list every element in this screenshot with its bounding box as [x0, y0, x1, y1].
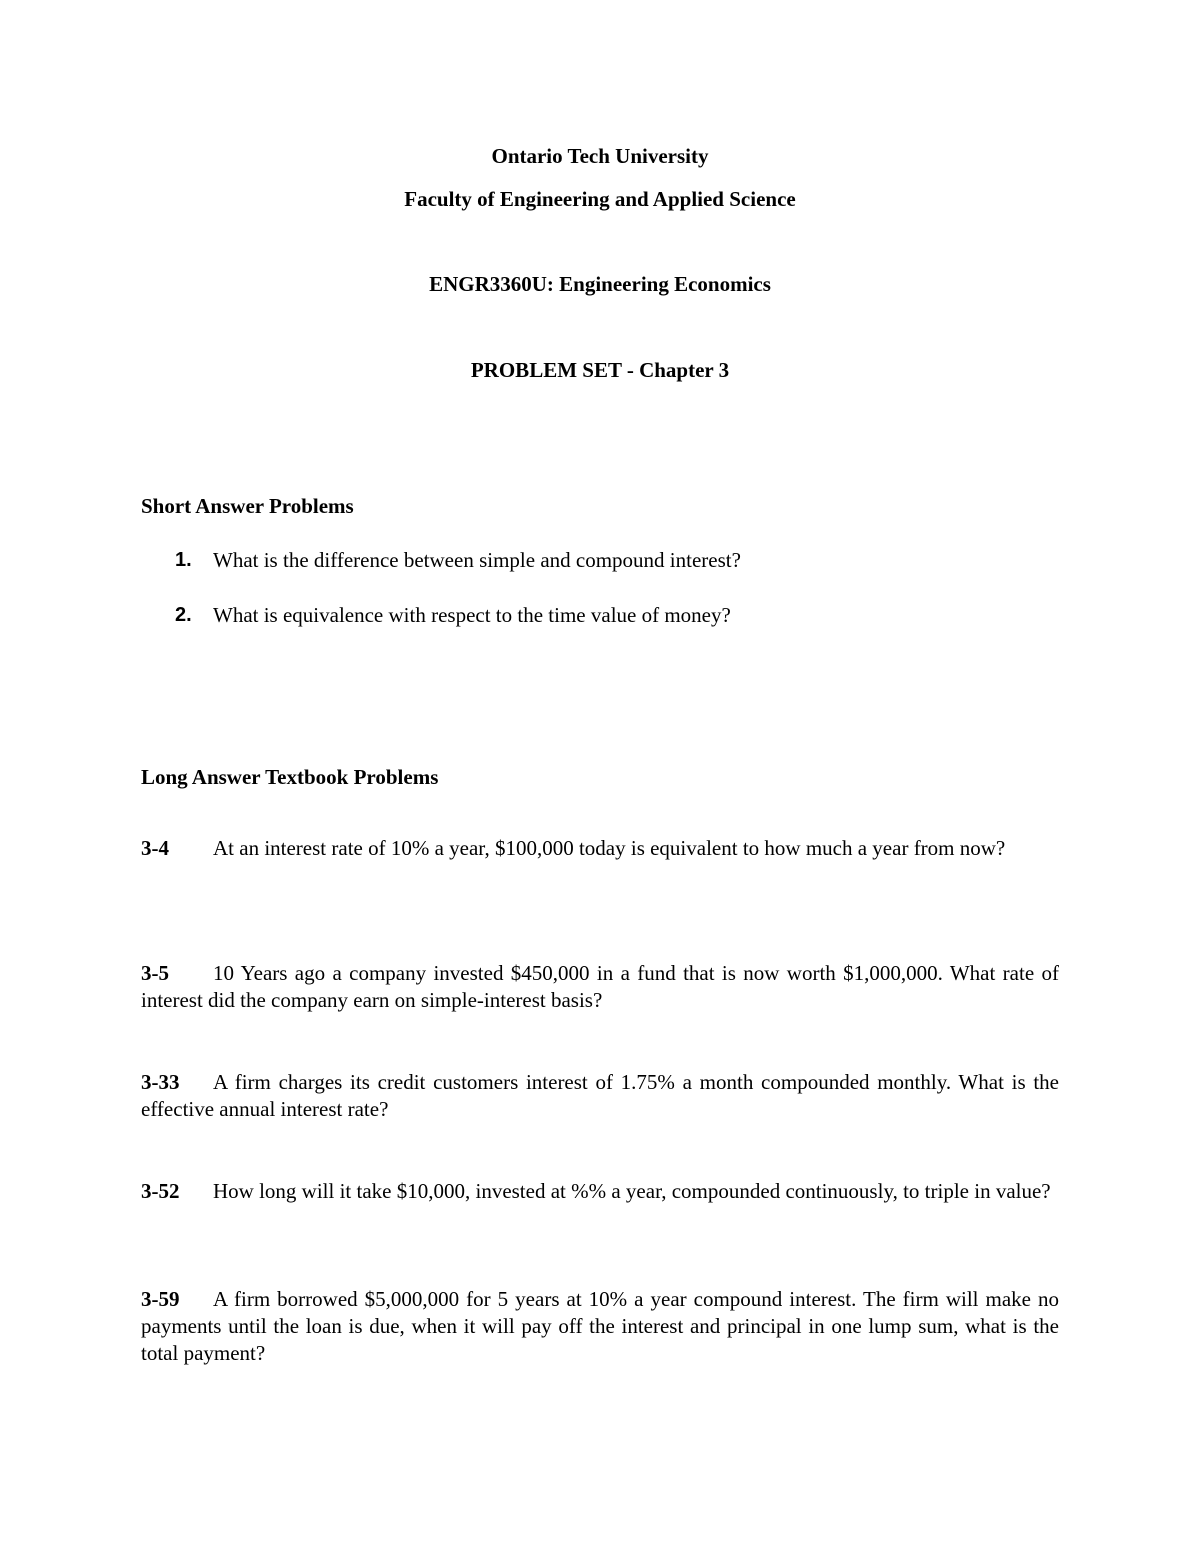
- university-title: Ontario Tech University: [491, 144, 709, 168]
- problem-text: A firm charges its credit customers interest of 1.75% a month compounded monthly. What is the effective annual interest rate?: [141, 1070, 1059, 1121]
- long-answer-heading: Long Answer Textbook Problems: [141, 765, 439, 789]
- problem-text: A firm borrowed $5,000,000 for 5 years at 10% a year compound interest. The firm will make no payments until the loan is due, when it will pay off the interest and principal in one lump sum, what is the total payment?: [141, 1287, 1059, 1365]
- faculty-title: Faculty of Engineering and Applied Science: [404, 187, 796, 211]
- textbook-problem: [141, 1069, 1059, 1123]
- problem-number: 3-4: [141, 836, 169, 860]
- short-answer-number: 2.: [175, 604, 192, 626]
- problem-number: 3-33: [141, 1070, 180, 1094]
- problem-text: How long will it take $10,000, invested at %% a year, compounded continuously, to triple in value?: [213, 1179, 1051, 1203]
- problem-number: 3-5: [141, 961, 169, 985]
- textbook-problem: [141, 1178, 1059, 1205]
- textbook-problem: [141, 960, 1059, 1014]
- short-answer-text: What is the difference between simple and compound interest?: [213, 548, 741, 572]
- problem-number: 3-52: [141, 1179, 180, 1203]
- problem-number: 3-59: [141, 1287, 180, 1311]
- problem-set-title: PROBLEM SET - Chapter 3: [470, 358, 730, 382]
- short-answer-heading: Short Answer Problems: [141, 494, 354, 518]
- short-answer-number: 1.: [175, 549, 192, 571]
- course-title: ENGR3360U: Engineering Economics: [429, 272, 771, 296]
- problem-text: At an interest rate of 10% a year, $100,000 today is equivalent to how much a year from now?: [213, 836, 1006, 860]
- textbook-problem: [141, 835, 1059, 862]
- problem-text: 10 Years ago a company invested $450,000 in a fund that is now worth $1,000,000. What rate of interest did the company earn on simple-interest basis?: [141, 961, 1059, 1012]
- textbook-problem: [141, 1286, 1059, 1367]
- short-answer-text: What is equivalence with respect to the time value of money?: [213, 603, 731, 627]
